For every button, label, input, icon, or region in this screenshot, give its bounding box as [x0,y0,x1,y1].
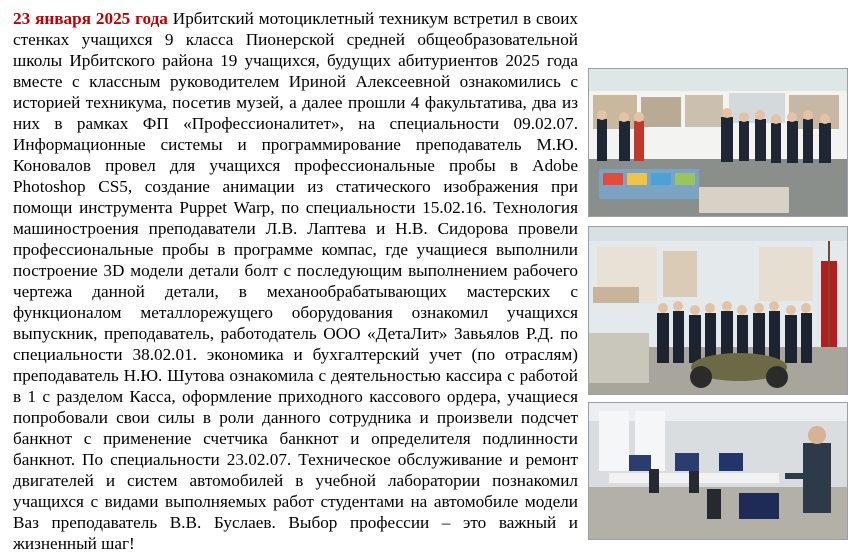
group-hall-photo [588,226,848,395]
article-date: 23 января 2025 года [13,9,168,28]
article-body: Ирбитский мотоциклетный техникум встретил в своих стенках учащихся 9 класса Пионерской средней общеобразовательной школы Ирбитского района 19 учащихся, будущих абитуриентов 2025 года вместе с классным руководителем Ириной Алексеевной ознакомились с историей техникума, посетив музей, а далее прошли 4 факультатива, два из них в рамках ФП «Профессионалитет», на специальности 09.02.07. Информационные системы и программирование преподаватель М.Ю. Коновалов провел для учащихся профессиональные пробы в Adobe Photoshop CS5, создание анимации из статического изображения при помощи инструмента Puppet Warp, по специальности 15.02.16. Технология машиностроения преподаватели Л.В. Лаптева и Н.В. Сидорова провели профессиональные пробы в программе компас, где учащиеся выполнили построение 3D модели детали болт с последующим выполнением рабочего чертежа данной детали, в механообрабатывающих мастерских с функционалом металлорежущего оборудования ознакомил учащихся выпускник, преподаватель, работодатель ООО «ДетаЛит» Завьялов Р.Д. по специальности 38.02.01. экономика и бухгалтерский учет (по отраслям) преподаватель Н.Ю. Шутова ознакомила с деятельностью кассира с работой в 1 с разделом Касса, оформление приходного кассового ордера, учащиеся попробовали свои силы в роли данного сотрудника и произвели подсчет банкнот с применение счетчика банкнот и определителя подлинности банкнот. По специальности 23.02.07. Техническое обслуживание и ремонт двигателей и систем автомобилей в учебной лаборатории познакомил учащихся с видами выполняемых работ студентами на автомобиле модели Ваз преподаватель В.В. Буслаев. Выбор профессии – это важный и жизненный шаг! [13,9,579,553]
computer-lab-photo [588,402,848,540]
museum-visit-photo [588,68,848,217]
